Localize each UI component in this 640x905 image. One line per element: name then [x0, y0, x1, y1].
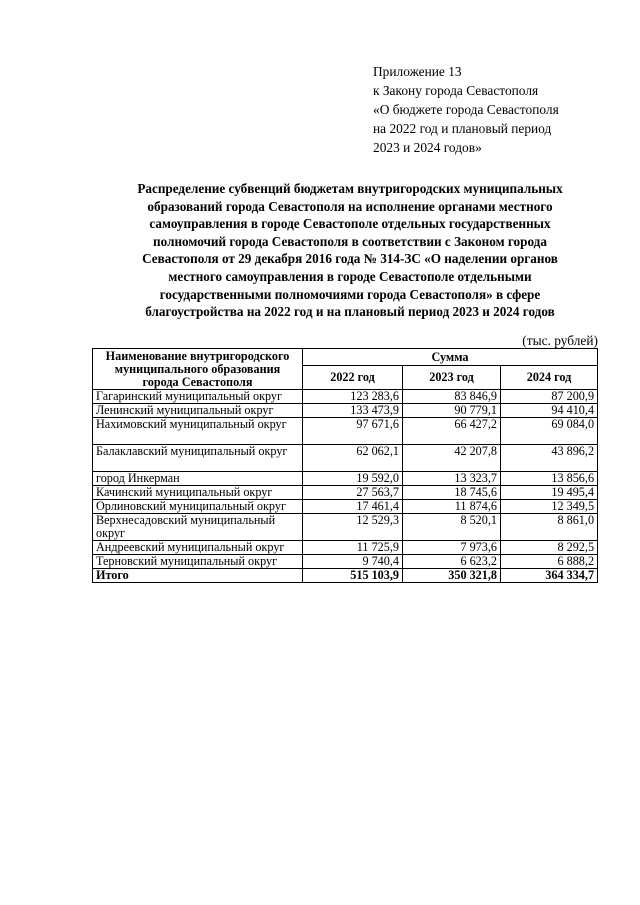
total-2022-cell: 515 103,9 [303, 569, 403, 583]
value-2023-cell: 83 846,9 [403, 390, 501, 404]
value-2022-cell: 11 725,9 [303, 541, 403, 555]
subvention-table [92, 348, 598, 583]
value-2024-cell: 87 200,9 [501, 390, 598, 404]
value-2022-cell: 17 461,4 [303, 500, 403, 514]
value-2022-cell: 133 473,9 [303, 404, 403, 418]
district-name-cell: Верхнесадовский муниципальный округ [93, 514, 303, 541]
value-2022-cell: 12 529,3 [303, 514, 403, 541]
header-year-2022: 2022 год [303, 366, 403, 390]
title-line: Распределение субвенций бюджетам внутригородских муниципальных [137, 181, 563, 196]
title-line: благоустройства на 2022 год и на плановый период 2023 и 2024 годов [145, 304, 555, 320]
value-2023-cell: 6 623,2 [403, 555, 501, 569]
value-2023-cell: 18 745,6 [403, 486, 501, 500]
district-name-cell: Орлиновский муниципальный округ [93, 500, 303, 514]
total-2024-cell: 364 334,7 [501, 569, 598, 583]
title-line: государственными полномочиями города Севастополя» в сфере [159, 286, 541, 302]
header-year-2023: 2023 год [403, 366, 501, 390]
table-row [93, 404, 598, 418]
appendix-line: Приложение 13 [373, 64, 462, 79]
total-row [93, 569, 598, 583]
document-title [96, 180, 604, 321]
value-2023-cell: 66 427,2 [403, 418, 501, 445]
value-2023-cell: 7 973,6 [403, 541, 501, 555]
value-2023-cell: 13 323,7 [403, 472, 501, 486]
value-2024-cell: 8 292,5 [501, 541, 598, 555]
title-line: полномочий города Севастополя в соответствии с Законом города [153, 233, 547, 249]
appendix-header [373, 62, 623, 157]
value-2022-cell: 97 671,6 [303, 418, 403, 445]
table-row [93, 390, 598, 404]
appendix-line: 2023 и 2024 годов» [373, 140, 482, 155]
header-year-2024: 2024 год [501, 366, 598, 390]
appendix-line: «О бюджете города Севастополя [373, 102, 559, 117]
value-2023-cell: 8 520,1 [403, 514, 501, 541]
table-row [93, 555, 598, 569]
district-name-cell: город Инкерман [93, 472, 303, 486]
table-row [93, 541, 598, 555]
value-2023-cell: 11 874,6 [403, 500, 501, 514]
table-row [93, 418, 598, 445]
value-2023-cell: 90 779,1 [403, 404, 501, 418]
value-2024-cell: 43 896,2 [501, 445, 598, 472]
table-row [93, 514, 598, 541]
district-name-cell: Нахимовский муниципальный округ [93, 418, 303, 445]
value-2024-cell: 8 861,0 [501, 514, 598, 541]
district-name-cell: Ленинский муниципальный округ [93, 404, 303, 418]
table-row [93, 445, 598, 472]
value-2022-cell: 19 592,0 [303, 472, 403, 486]
total-label-cell: Итого [93, 569, 303, 583]
value-2024-cell: 6 888,2 [501, 555, 598, 569]
district-name-cell: Андреевский муниципальный округ [93, 541, 303, 555]
header-sum: Сумма [303, 349, 598, 366]
units-label: (тыс. рублей) [522, 333, 598, 348]
header-name: Наименование внутригородского муниципального образования города Севастополя [93, 349, 303, 390]
value-2024-cell: 12 349,5 [501, 500, 598, 514]
value-2022-cell: 9 740,4 [303, 555, 403, 569]
district-name-cell: Гагаринский муниципальный округ [93, 390, 303, 404]
title-line: образований города Севастополя на исполнение органами местного [147, 198, 553, 214]
district-name-cell: Балаклавский муниципальный округ [93, 445, 303, 472]
value-2022-cell: 27 563,7 [303, 486, 403, 500]
value-2022-cell: 62 062,1 [303, 445, 403, 472]
table-body [93, 390, 598, 583]
value-2023-cell: 42 207,8 [403, 445, 501, 472]
table-row [93, 472, 598, 486]
value-2024-cell: 94 410,4 [501, 404, 598, 418]
table-row [93, 500, 598, 514]
appendix-line: на 2022 год и плановый период [373, 121, 552, 136]
value-2024-cell: 69 084,0 [501, 418, 598, 445]
district-name-cell: Терновский муниципальный округ [93, 555, 303, 569]
table-row [93, 486, 598, 500]
title-line: местного самоуправления в городе Севастополе отдельными [168, 268, 532, 284]
title-line: самоуправления в городе Севастополе отдельных государственных [149, 216, 551, 232]
value-2024-cell: 19 495,4 [501, 486, 598, 500]
total-2023-cell: 350 321,8 [403, 569, 501, 583]
district-name-cell: Качинский муниципальный округ [93, 486, 303, 500]
title-line: Севастополя от 29 декабря 2016 года № 314-ЗС «О наделении органов [142, 251, 558, 267]
appendix-line: к Закону города Севастополя [373, 83, 539, 98]
value-2024-cell: 13 856,6 [501, 472, 598, 486]
value-2022-cell: 123 283,6 [303, 390, 403, 404]
